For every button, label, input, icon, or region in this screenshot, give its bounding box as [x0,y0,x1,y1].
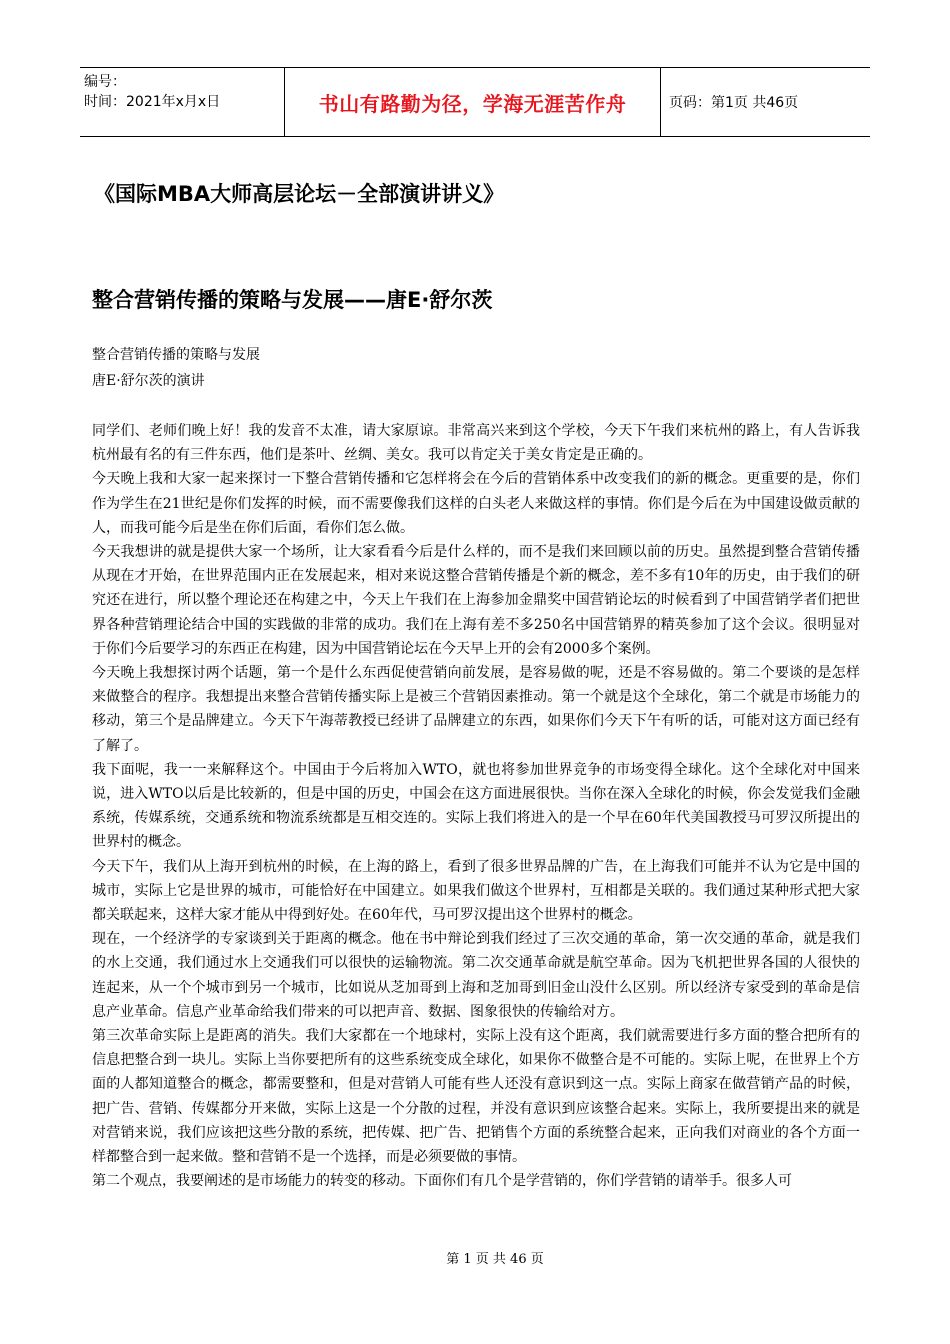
header-page-cell [661,68,871,137]
number-label: 编号： [84,74,126,90]
section-title: 整合营销传播的策略与发展——唐E·舒尔茨 [92,288,493,312]
document-header [80,67,870,137]
header-motto-cell [285,68,661,137]
paragraph: 今天我想讲的就是提供大家一个场所，让大家看看今后是什么样的，而不是我们来回顾以前的历史。虽然提到整合营销传播从现在才开始，在世界范围内正在发展起来，相对来说这整合营销传播是个新的概念，差不多有10年的历史，由于我们的研究还在进行，所以整个理论还在构建之中，今天上午我们在上海参加金鼎奖中国营销论坛的时候看到了中国营销学者们把世界各种营销理论结合中国的实践做的非常的成功。我们在上海有差不多250名中国营销界的精英参加了这个会议。很明显对于你们今后要学习的东西正在构建，因为中国营销论坛在今天早上开的会有2000多个案例。 [92,544,860,657]
paragraph: 今天晚上我想探讨两个话题，第一个是什么东西促使营销向前发展，是容易做的呢，还是不容易做的。第二个要谈的是怎样来做整合的程序。我想提出来整合营销传播实际上是被三个营销因素推动。第一个就是这个全球化，第二个就是市场能力的移动，第三个是品牌建立。今天下午海蒂教授已经讲了品牌建立的东西，如果你们今天下午有听的话，可能对这方面已经有了解了。 [92,665,860,754]
subtitle-line-1: 整合营销传播的策略与发展 [92,347,260,363]
header-meta-cell [80,68,285,137]
paragraph: 今天下午，我们从上海开到杭州的时候，在上海的路上，看到了很多世界品牌的广告，在上海我们可能并不认为它是中国的城市，实际上它是世界的城市，可能恰好在中国建立。如果我们做这个世界村，互相都是关联的。我们通过某种形式把大家都关联起来，这样大家才能从中得到好处。在60年代，马可罗汉提出这个世界村的概念。 [92,858,860,924]
paragraph: 我下面呢，我一一来解释这个。中国由于今后将加入WTO，就也将参加世界竞争的市场变得全球化。这个全球化对中国来说，进入WTO以后是比较新的，但是中国的历史，中国会在这方面进展很快。当你在深入全球化的时候，你会发觉我们金融系统，传媒系统，交通系统和物流系统都是互相交连的。实际上我们将进入的是一个早在60年代美国教授马可罗汉所提出的世界村的概念。 [92,761,860,851]
time-label: 时间：2021年x月x日 [84,94,221,110]
paragraph: 第二个观点，我要阐述的是市场能力的转变的移动。下面你们有几个是学营销的，你们学营销的请举手。很多人可 [92,1173,792,1190]
motto-text: 书山有路勤为径，学海无涯苦作舟 [318,91,627,116]
paragraph: 第三次革命实际上是距离的消失。我们大家都在一个地球村，实际上没有这个距离，我们就需要进行多方面的整合把所有的信息把整合到一块儿。实际上当你要把所有的这些系统变成全球化，如果你不做整合是不可能的。实际上呢，在世界上个方面的人都知道整合的概念，都需要整和，但是对营销人可能有些人还没有意识到这一点。实际上商家在做营销产品的时候，把广告、营销、传媒都分开来做，实际上这是一个分散的过程，并没有意识到应该整合起来。实际上，我所要提出来的就是对营销来说，我们应该把这些分散的系统，把传媒、把广告、把销售个方面的系统整合起来，正向我们对商业的各个方面一样都整合到一起来做。整和营销不是一个选择，而是必须要做的事情。 [92,1028,860,1166]
subtitle-line-2: 唐E·舒尔茨的演讲 [92,373,205,389]
document-title: 《国际MBA大师高层论坛－全部演讲讲义》 [94,182,505,206]
page-footer: 第 1 页 共 46 页 [446,1252,544,1267]
paragraph: 同学们、老师们晚上好！我的发音不太准，请大家原谅。非常高兴来到这个学校，今天下午我们来杭州的路上，有人告诉我杭州最有名的有三件东西，他们是茶叶、丝绸、美女。我可以肯定关于美女肯定是正确的。 [92,423,860,464]
paragraph: 今天晚上我和大家一起来探讨一下整合营销传播和它怎样将会在今后的营销体系中改变我们的新的概念。更重要的是，你们作为学生在21世纪是你们发挥的时候，而不需要像我们这样的白头老人来做这样的事情。你们是今后在为中国建设做贡献的人，而我可能今后是坐在你们后面，看你们怎么做。 [92,471,860,536]
body-text [92,419,860,1194]
paragraph: 现在，一个经济学的专家谈到关于距离的概念。他在书中辩论到我们经过了三次交通的革命，第一次交通的革命，就是我们的水上交通，我们通过水上交通我们可以很快的运输物流。第二次交通革命就是航空革命。因为飞机把世界各国的人很快的连起来，从一个个城市到另一个城市，比如说从芝加哥到上海和芝加哥到旧金山没什么区别。所以经济专家受到的革命是信息产业革命。信息产业革命给我们带来的可以把声音、数据、图象很快的传输给对方。 [92,931,860,1020]
page-info: 页码：第1页 共46页 [669,95,799,111]
